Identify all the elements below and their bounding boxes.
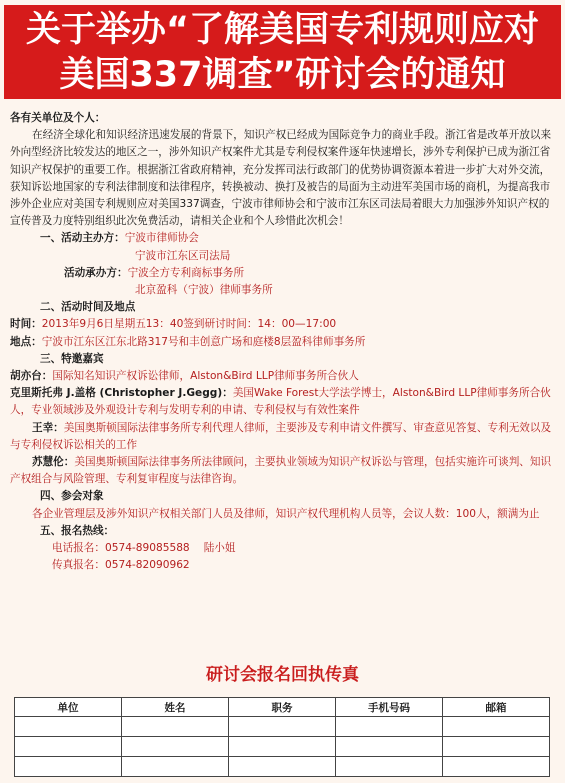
guests-heading: 三、特邀嘉宾 <box>40 352 104 365</box>
guest-2-desc: 美国Wake Forest大学法学博士，Alston&Bird LLP律师事务所合伙人，专业领域涉及外观设计专利与发明专利的申请、专利侵权与有效性案件 <box>10 387 551 417</box>
hotline-heading: 五、报名热线： <box>40 524 115 537</box>
guest-1-name: 胡亦台： <box>10 369 53 382</box>
guest-4 <box>10 454 558 488</box>
form-blank-row <box>15 737 550 757</box>
form-blank-row <box>15 757 550 777</box>
form-cell[interactable] <box>443 717 550 737</box>
column-header-email: 邮箱 <box>443 698 550 717</box>
column-header-mobile: 手机号码 <box>336 698 443 717</box>
form-cell[interactable] <box>15 717 122 737</box>
guest-4-desc: 美国奥斯顿国际法律事务所法律顾问，主要执业领域为知识产权诉讼与管理，包括实施许可谈判、知识产权组合与风险管理、专利复审程度与法律咨询。 <box>10 455 552 486</box>
fax-label: 传真报名： <box>52 559 105 572</box>
form-header-row <box>15 698 550 717</box>
form-cell[interactable] <box>443 737 550 757</box>
place-label: 地点： <box>10 335 42 348</box>
form-cell[interactable] <box>229 757 336 777</box>
guest-1 <box>10 368 558 385</box>
organizers-heading: 一、活动主办方： <box>40 232 125 245</box>
intro-paragraph: 在经济全球化和知识经济迅速发展的背景下，知识产权已经成为国际竞争力的商业手段。浙江省是改革开放以来外向型经济比较发达的地区之一，涉外知识产权案件尤其是专利侵权案件逐年快速增长，涉外专利保护已成为浙江省知识产权保护的重要工作。根据浙江省政府精神，充分发挥司法行政部门的优势协调资源本着进一步扩大对外交流，获知诉讼地国家的专利法律制度和法律程序，转换被动、换打及被告的局面为主动进军美国市场的商机，为提高我市涉外企业应对美国专利规则应对美国337调查，宁波市律师协会和宁波市江东区司法局着眼大力加强涉外知识产权的宣传普及力度特别组织此次免费活动，请相关企业和个人珍惜此次机会！ <box>10 129 552 228</box>
form-cell[interactable] <box>336 717 443 737</box>
greeting: 各有关单位及个人： <box>10 112 106 124</box>
column-header-name: 姓名 <box>122 698 229 717</box>
form-cell[interactable] <box>122 737 229 757</box>
guest-3-desc: 美国奥斯顿国际法律事务所专利代理人律师，主要涉及专利申请文件撰写、审查意见答复、专利无效以及与专利侵权诉讼相关的工作 <box>10 421 552 451</box>
title-line-2: 美国337调查”研讨会的通知 <box>59 55 506 95</box>
time-row <box>10 316 558 333</box>
time-value: 2013年9月6日星期五13：40签到研讨时间：14：00—17:00 <box>41 318 337 331</box>
column-header-title: 职务 <box>229 698 336 717</box>
form-cell[interactable] <box>336 757 443 777</box>
guest-4-name: 苏慧伦： <box>32 455 75 468</box>
notice-body <box>10 110 558 574</box>
column-header-unit: 单位 <box>15 698 122 717</box>
time-place-heading: 二、活动时间及地点 <box>40 301 136 314</box>
fax-number: 0574-82090962 <box>104 559 190 572</box>
form-cell[interactable] <box>443 757 550 777</box>
form-blank-row <box>15 717 550 737</box>
form-cell[interactable] <box>15 757 122 777</box>
guest-3 <box>10 420 558 454</box>
form-cell[interactable] <box>122 757 229 777</box>
contact-person: 陆小姐 <box>203 541 236 554</box>
title-line-1: 关于举办“了解美国专利规则应对 <box>25 10 539 50</box>
guest-2-name: 克里斯托弗 J.盖格 (Christopher J.Gegg)： <box>10 387 233 400</box>
title-banner <box>4 5 561 99</box>
form-cell[interactable] <box>229 737 336 757</box>
phone-number: 0574-89085588 <box>104 541 190 554</box>
time-label: 时间： <box>10 318 42 331</box>
undertaker-row <box>10 265 558 282</box>
phone-row <box>10 540 558 557</box>
organizers-row <box>10 230 558 247</box>
guest-2 <box>10 385 558 419</box>
audience-text: 各企业管理层及涉外知识产权相关部门人员及律师，知识产权代理机构人员等，会议人数：100人，额满为止 <box>32 507 540 520</box>
guest-1-desc: 国际知名知识产权诉讼律师，Alston&Bird LLP律师事务所合伙人 <box>52 369 359 382</box>
fax-row <box>10 557 558 574</box>
audience-heading: 四、参会对象 <box>40 490 104 503</box>
host-1: 宁波市律师协会 <box>124 232 199 245</box>
place-value: 宁波市江东区江东北路317号和丰创意广场和庭楼8层盈科律师事务所 <box>41 335 366 348</box>
guest-3-name: 王幸： <box>32 421 64 434</box>
place-row <box>10 334 558 351</box>
undertaker-1: 宁波全方专利商标事务所 <box>127 266 245 279</box>
undertaker-label: 活动承办方： <box>64 266 128 279</box>
form-cell[interactable] <box>229 717 336 737</box>
phone-label: 电话报名： <box>52 541 105 554</box>
registration-form-title: 研讨会报名回执传真 <box>206 665 359 685</box>
form-cell[interactable] <box>336 737 443 757</box>
host-2: 宁波市江东区司法局 <box>135 249 231 262</box>
registration-form-table <box>14 697 550 777</box>
form-cell[interactable] <box>122 717 229 737</box>
undertaker-2: 北京盈科（宁波）律师事务所 <box>135 283 273 296</box>
form-cell[interactable] <box>15 737 122 757</box>
